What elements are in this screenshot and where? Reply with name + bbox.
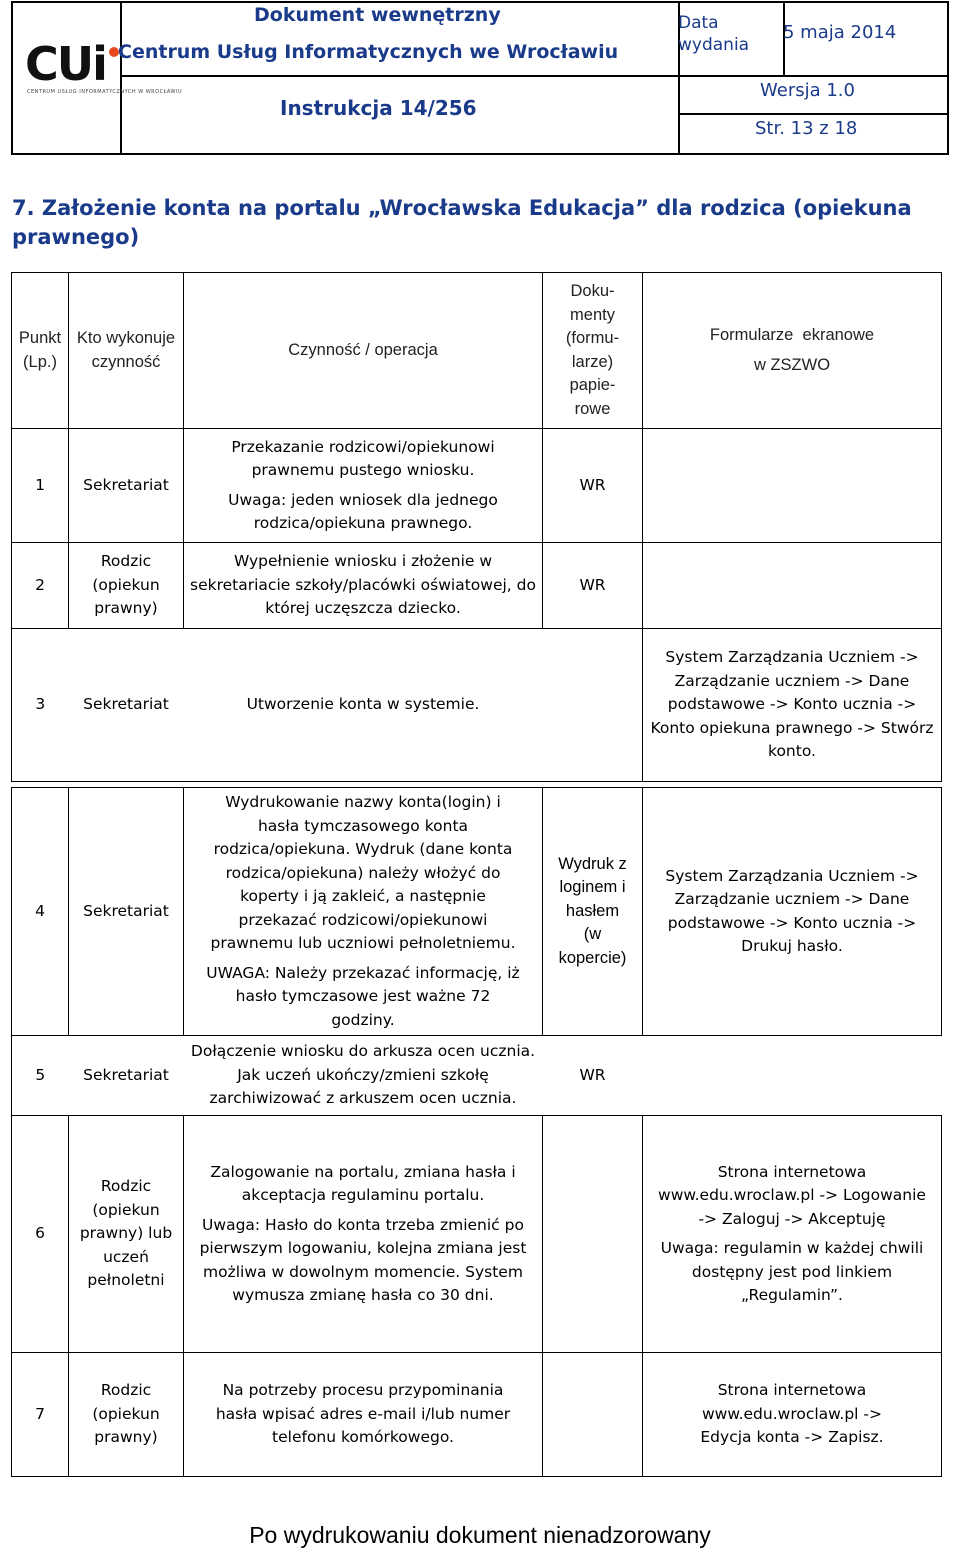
section-title: 7. Założenie konta na portalu „Wrocławska Edukacja” dla rodzica (opiekuna prawnego)	[12, 196, 912, 249]
table-header-row	[12, 273, 942, 429]
row-screens: Strona internetowa www.edu.wroclaw.pl -> Edycja konta -> Zapisz.	[643, 1353, 942, 1477]
row-action-text: Dołączenie wniosku do arkusza ocen ucznia. Jak uczeń ukończy/zmieni szkołę zarchiwizować z arkuszem ocen ucznia.	[190, 1042, 536, 1108]
row-action-note: Uwaga: Hasło do konta trzeba zmienić po pierwszym logowaniu, kolejna zmiana jest możliwa w dowolnym momencie. System wymusza zmianę hasła co 30 dni.	[199, 1215, 527, 1304]
row-action	[184, 543, 543, 629]
cui-logo	[25, 37, 183, 99]
row-who: Sekretariat	[69, 429, 184, 543]
header-who: Kto wykonuje czynność	[69, 273, 184, 429]
row-action	[184, 788, 543, 1036]
header-screen-forms-line2: w ZSZWO	[753, 355, 831, 374]
header-instruction-number: Instrukcja 14/256	[280, 96, 477, 120]
row-action	[184, 1036, 543, 1116]
header-page-number: Str. 13 z 18	[755, 118, 858, 139]
row-who: Sekretariat	[69, 788, 184, 1036]
row-lp: 5	[12, 1036, 69, 1116]
row-docs: WR	[543, 429, 643, 543]
row-screens	[643, 429, 942, 543]
row-who: Sekretariat	[69, 1036, 184, 1116]
row-lp: 6	[12, 1116, 69, 1353]
row-lp: 1	[12, 429, 69, 543]
row-docs	[543, 629, 643, 782]
row-who: Rodzic (opiekun prawny)	[69, 1353, 184, 1477]
header-divider	[120, 75, 678, 77]
table-row	[12, 1036, 942, 1116]
row-who: Sekretariat	[69, 629, 184, 782]
table-row	[12, 788, 942, 1036]
header-lp: Punkt (Lp.)	[12, 273, 69, 429]
row-docs: WR	[543, 543, 643, 629]
header-action: Czynność / operacja	[184, 273, 543, 429]
row-screens-text: Strona internetowa www.edu.wroclaw.pl -> Logowanie -> Zaloguj -> Akceptuję	[658, 1162, 926, 1228]
row-action	[184, 1353, 543, 1477]
header-divider	[678, 75, 949, 77]
row-screens: System Zarządzania Uczniem -> Zarządzanie uczniem -> Dane podstawowe -> Konto ucznia -> Konto opiekuna prawnego -> Stwórz konto.	[643, 629, 942, 782]
header-version: Wersja 1.0	[760, 80, 855, 101]
row-lp: 2	[12, 543, 69, 629]
row-docs	[543, 1353, 643, 1477]
table-row	[12, 429, 942, 543]
row-screens	[643, 543, 942, 629]
row-who: Rodzic (opiekun prawny)	[69, 543, 184, 629]
row-docs: WR	[543, 1036, 643, 1116]
table-row	[12, 1116, 942, 1353]
row-docs	[543, 1116, 643, 1353]
row-lp: 4	[12, 788, 69, 1036]
header-screen-forms	[643, 273, 942, 429]
row-lp: 3	[12, 629, 69, 782]
header-divider	[678, 113, 949, 115]
table-row	[12, 629, 942, 782]
row-action-text: Wydrukowanie nazwy konta(login) i hasła tymczasowego konta rodzica/opiekuna. Wydruk (dane konta rodzica/opiekuna) należy włożyć do koperty i ją zakleić, a następnie przekazać rodzicowi/opiekunowi prawnemu lub uczniowi pełnoletniemu.	[210, 793, 516, 952]
row-lp: 7	[12, 1353, 69, 1477]
row-action	[184, 629, 543, 782]
footer-note: Po wydrukowaniu dokument nienadzorowany	[249, 1522, 711, 1548]
table-row	[12, 1353, 942, 1477]
row-screens: System Zarządzania Uczniem -> Zarządzanie uczniem -> Dane podstawowe -> Konto ucznia -> Drukuj hasło.	[643, 788, 942, 1036]
row-action	[184, 1116, 543, 1353]
header-date-label: Data wydania	[678, 13, 750, 55]
header-screen-forms-line1: Formularze ekranowe	[709, 326, 875, 344]
logo-wordmark: CUi	[25, 37, 106, 91]
row-who: Rodzic (opiekun prawny) lub uczeń pełnoletni	[69, 1116, 184, 1353]
row-action-text: Na potrzeby procesu przypominania hasła wpisać adres e-mail i/lub numer telefonu komórkowego.	[215, 1381, 511, 1447]
table-row	[12, 543, 942, 629]
row-screens-note: Uwaga: regulamin w każdej chwili dostępny jest pod linkiem „Regulamin”.	[660, 1239, 924, 1304]
procedure-table	[11, 272, 942, 1477]
row-action-text: Przekazanie rodzicowi/opiekunowi prawnemu pustego wniosku.	[231, 437, 495, 479]
row-screens	[643, 1036, 942, 1116]
header-paper-docs: Doku-menty (formu-larze) papie-rowe	[543, 273, 643, 429]
logo-subtext: CENTRUM USŁUG INFORMATYCZNYCH W WROCŁAWIU	[27, 89, 183, 95]
header-date-value: 5 maja 2014	[783, 22, 897, 43]
row-action-text: Utworzenie konta w systemie.	[246, 695, 480, 714]
row-screens	[643, 1116, 942, 1353]
row-action-text: Zalogowanie na portalu, zmiana hasła i akceptacja regulaminu portalu.	[210, 1162, 516, 1204]
row-action-note: Uwaga: jeden wniosek dla jednego rodzica/opiekuna prawnego.	[228, 490, 498, 532]
header-doc-type: Dokument wewnętrzny	[254, 4, 501, 26]
row-action	[184, 429, 543, 543]
row-docs: Wydruk z loginem i hasłem (w kopercie)	[543, 788, 643, 1036]
row-action-text: Wypełnienie wniosku i złożenie w sekretariacie szkoły/placówki oświatowej, do której uczęszcza dziecko.	[190, 552, 536, 618]
header-organization: Centrum Usług Informatycznych we Wrocławiu	[118, 41, 619, 63]
row-action-note: UWAGA: Należy przekazać informację, iż hasło tymczasowe jest ważne 72 godziny.	[206, 963, 520, 1029]
